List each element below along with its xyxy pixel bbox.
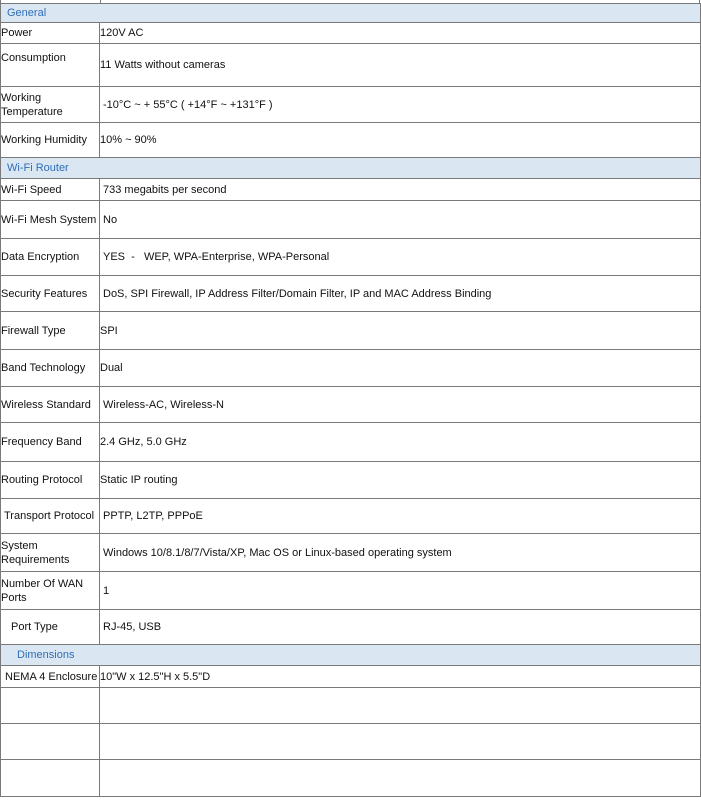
section-header-dimensions <box>1 645 701 666</box>
table-row <box>1 312 701 350</box>
table-row <box>1 276 701 312</box>
table-row <box>1 23 701 44</box>
table-row <box>1 499 701 534</box>
row-label: Frequency Band <box>1 423 100 462</box>
table-row-empty <box>1 760 701 797</box>
row-label: Port Type <box>1 610 100 645</box>
table-row-empty <box>1 724 701 760</box>
table-row <box>1 123 701 158</box>
table-row <box>1 350 701 387</box>
row-value: Static IP routing <box>100 462 701 499</box>
table-row <box>1 87 701 123</box>
section-title: Wi-Fi Router <box>7 162 69 174</box>
table-row-empty <box>1 688 701 724</box>
table-row <box>1 572 701 610</box>
table-row <box>1 423 701 462</box>
row-value: RJ-45, USB <box>100 610 701 645</box>
row-value: YES - WEP, WPA-Enterprise, WPA-Personal <box>100 239 701 276</box>
table-row <box>1 666 701 688</box>
row-label: Working Humidity <box>1 123 100 158</box>
row-label: Wi-Fi Mesh System <box>1 201 100 239</box>
row-value: DoS, SPI Firewall, IP Address Filter/Domain Filter, IP and MAC Address Binding <box>100 276 701 312</box>
section-header-general <box>1 4 701 23</box>
row-value: SPI <box>100 312 701 350</box>
row-value: 10"W x 12.5"H x 5.5"D <box>100 666 701 688</box>
row-label: Routing Protocol <box>1 462 100 499</box>
row-label: Consumption <box>1 44 100 87</box>
section-title: General <box>7 7 47 19</box>
table-row <box>1 534 701 572</box>
table-row <box>1 201 701 239</box>
row-label: Working Temperature <box>1 87 100 123</box>
row-label: Security Features <box>1 276 100 312</box>
row-label: Power <box>1 23 100 44</box>
table-row <box>1 462 701 499</box>
row-value: No <box>100 201 701 239</box>
section-title: Dimensions <box>17 649 75 661</box>
spec-table <box>0 3 701 797</box>
row-label: Number Of WAN Ports <box>1 572 100 610</box>
row-label: Band Technology <box>1 350 100 387</box>
table-row <box>1 239 701 276</box>
row-value: Wireless-AC, Wireless-N <box>100 387 701 423</box>
row-label: Wi-Fi Speed <box>1 179 100 201</box>
row-label: Data Encryption <box>1 239 100 276</box>
table-row <box>1 387 701 423</box>
table-row <box>1 179 701 201</box>
row-value: 11 Watts without cameras <box>100 44 701 87</box>
row-label: Wireless Standard <box>1 387 100 423</box>
row-value: -10°C ~ + 55°C ( +14°F ~ +131°F ) <box>100 87 701 123</box>
row-value: 733 megabits per second <box>100 179 701 201</box>
row-value: 10% ~ 90% <box>100 123 701 158</box>
row-value: Windows 10/8.1/8/7/Vista/XP, Mac OS or Linux-based operating system <box>100 534 701 572</box>
row-value: 2.4 GHz, 5.0 GHz <box>100 423 701 462</box>
row-value: 120V AC <box>100 23 701 44</box>
row-label: System Requirements <box>1 534 100 572</box>
table-row <box>1 44 701 87</box>
row-value: PPTP, L2TP, PPPoE <box>100 499 701 534</box>
section-header-wifi <box>1 158 701 179</box>
row-value: 1 <box>100 572 701 610</box>
row-value: Dual <box>100 350 701 387</box>
table-row <box>1 610 701 645</box>
row-label: NEMA 4 Enclosure <box>1 666 100 688</box>
row-label: Transport Protocol <box>1 499 100 534</box>
row-label: Firewall Type <box>1 312 100 350</box>
